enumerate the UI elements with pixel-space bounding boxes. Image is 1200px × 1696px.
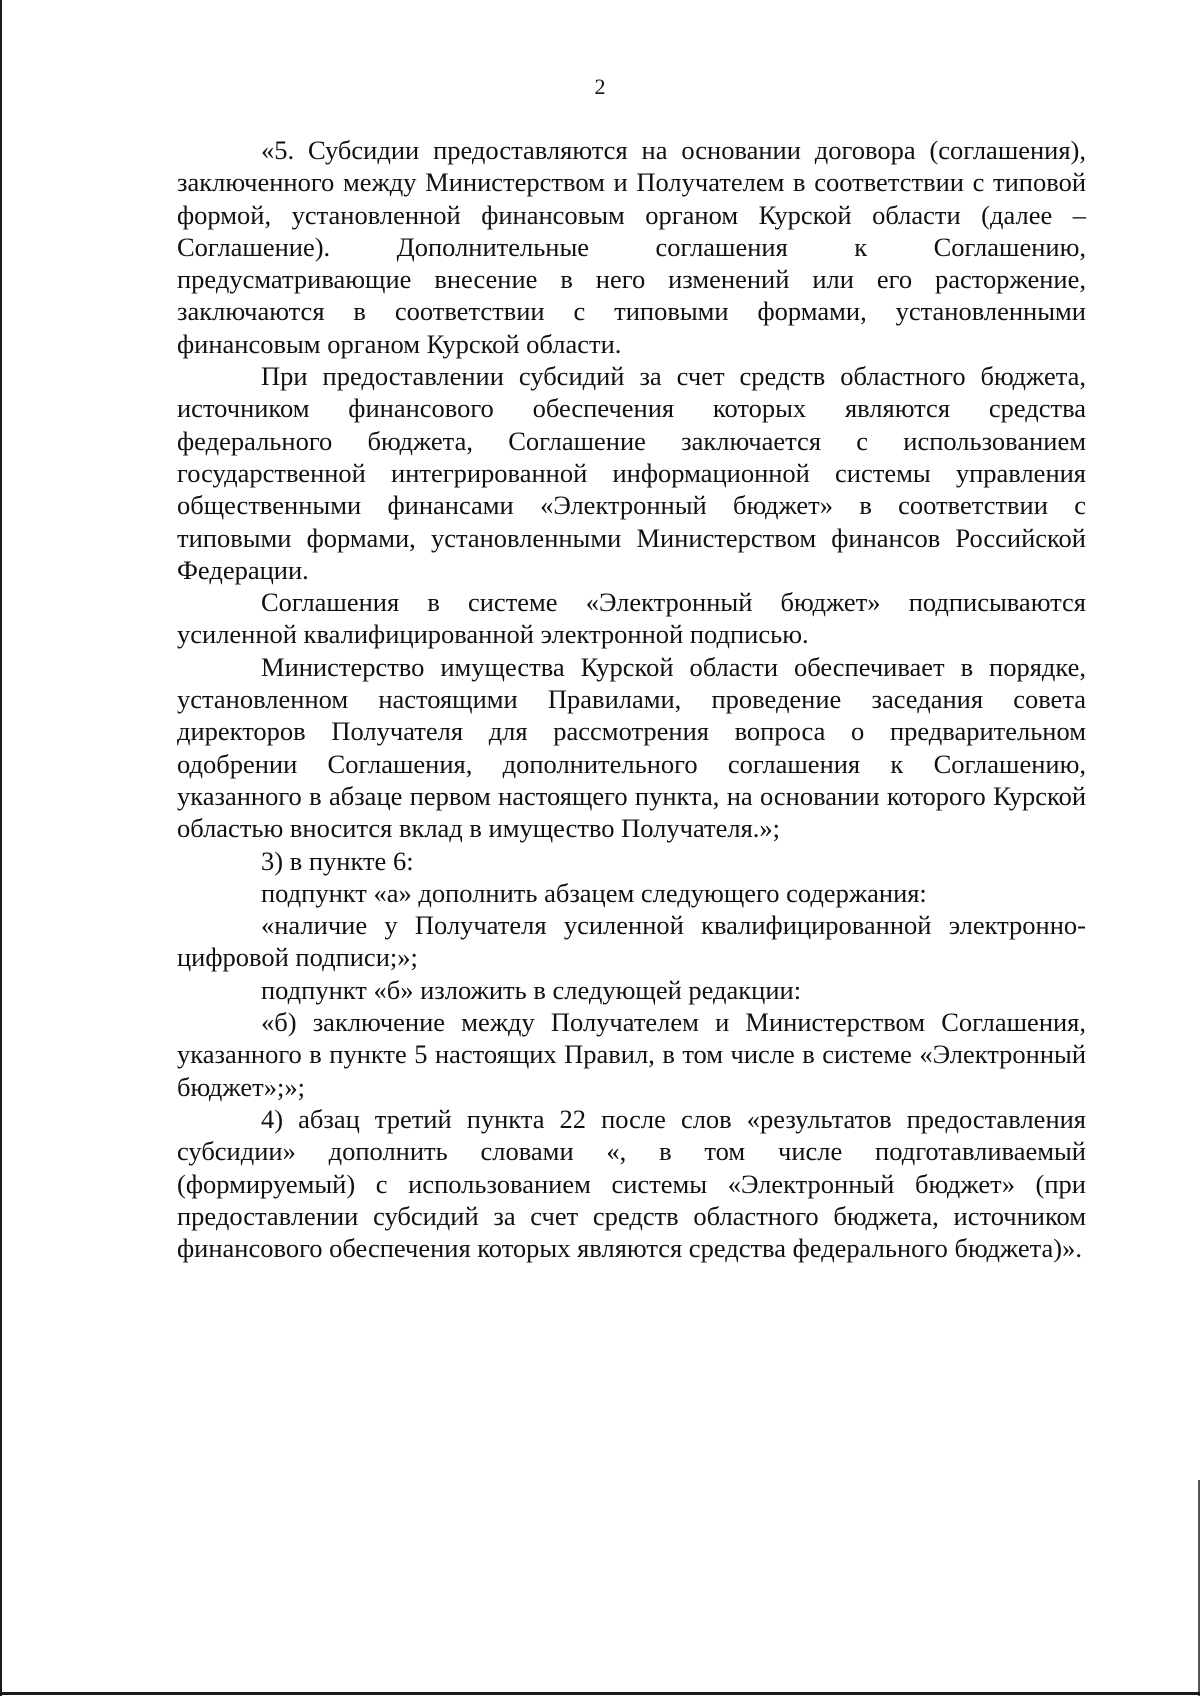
scan-edge-left bbox=[0, 0, 2, 1696]
paragraph-ministry-of-property: Министерство имущества Курской области обеспечивает в порядке, установленном настоящими Правилами, проведение заседания совета директоров Получателя для рассмотрения вопроса о предварительном одобрении Соглашения, дополнительного соглашения к Соглашению, указанного в абзаце первом настоящего пункта, на основании которого Курской областью вносится вклад в имущество Получателя.»; bbox=[177, 651, 1086, 844]
paragraph-subitem-a: подпункт «а» дополнить абзацем следующего содержания: bbox=[261, 877, 927, 908]
paragraph-item-4: 4) абзац третий пункта 22 после слов «результатов предоставления субсидии» дополнить словами «, в том числе подготавливаемый (формируемый) с использованием системы «Электронный бюджет» (при предоставлении субсидий за счет средств областного бюджета, источником финансового обеспечения которых являются средства федерального бюджета)». bbox=[177, 1103, 1086, 1264]
paragraph-subsidies-agreement: «5. Субсидии предоставляются на основании договора (соглашения), заключенного между Министерством и Получателем в соответствии с типовой формой, установленной финансовым органом Курской области (далее – Соглашение). Дополнительные соглашения к Соглашению, предусматривающие внесение в него изменений или его расторжение, заключаются в соответствии с типовыми формами, установленными финансовым органом Курской области. bbox=[177, 135, 1086, 359]
paragraph-signature-requirement: «наличие у Получателя усиленной квалифицированной электронно-цифровой подписи;»; bbox=[177, 910, 1086, 973]
document-body bbox=[177, 134, 1086, 1264]
paragraph-subitem-b: подпункт «б» изложить в следующей редакции: bbox=[261, 974, 802, 1005]
paragraph-electronic-budget-agreement: При предоставлении субсидий за счет средств областного бюджета, источником финансового обеспечения которых являются средства федерального бюджета, Соглашение заключается с использованием государственной интегрированной информационной системы управления общественными финансами «Электронный бюджет» в соответствии с типовыми формами, установленными Министерством финансов Российской Федерации. bbox=[177, 361, 1086, 585]
paragraph-electronic-signature: Соглашения в системе «Электронный бюджет» подписываются усиленной квалифицированной электронной подписью. bbox=[177, 587, 1086, 650]
paragraph-subitem-b-text: «б) заключение между Получателем и Министерством Соглашения, указанного в пункте 5 настоящих Правил, в том числе в системе «Электронный бюджет»;»; bbox=[177, 1007, 1086, 1102]
page-number: 2 bbox=[594, 74, 606, 99]
paragraph-item-3: 3) в пункте 6: bbox=[261, 845, 414, 876]
scan-edge-bottom bbox=[0, 1692, 1200, 1695]
